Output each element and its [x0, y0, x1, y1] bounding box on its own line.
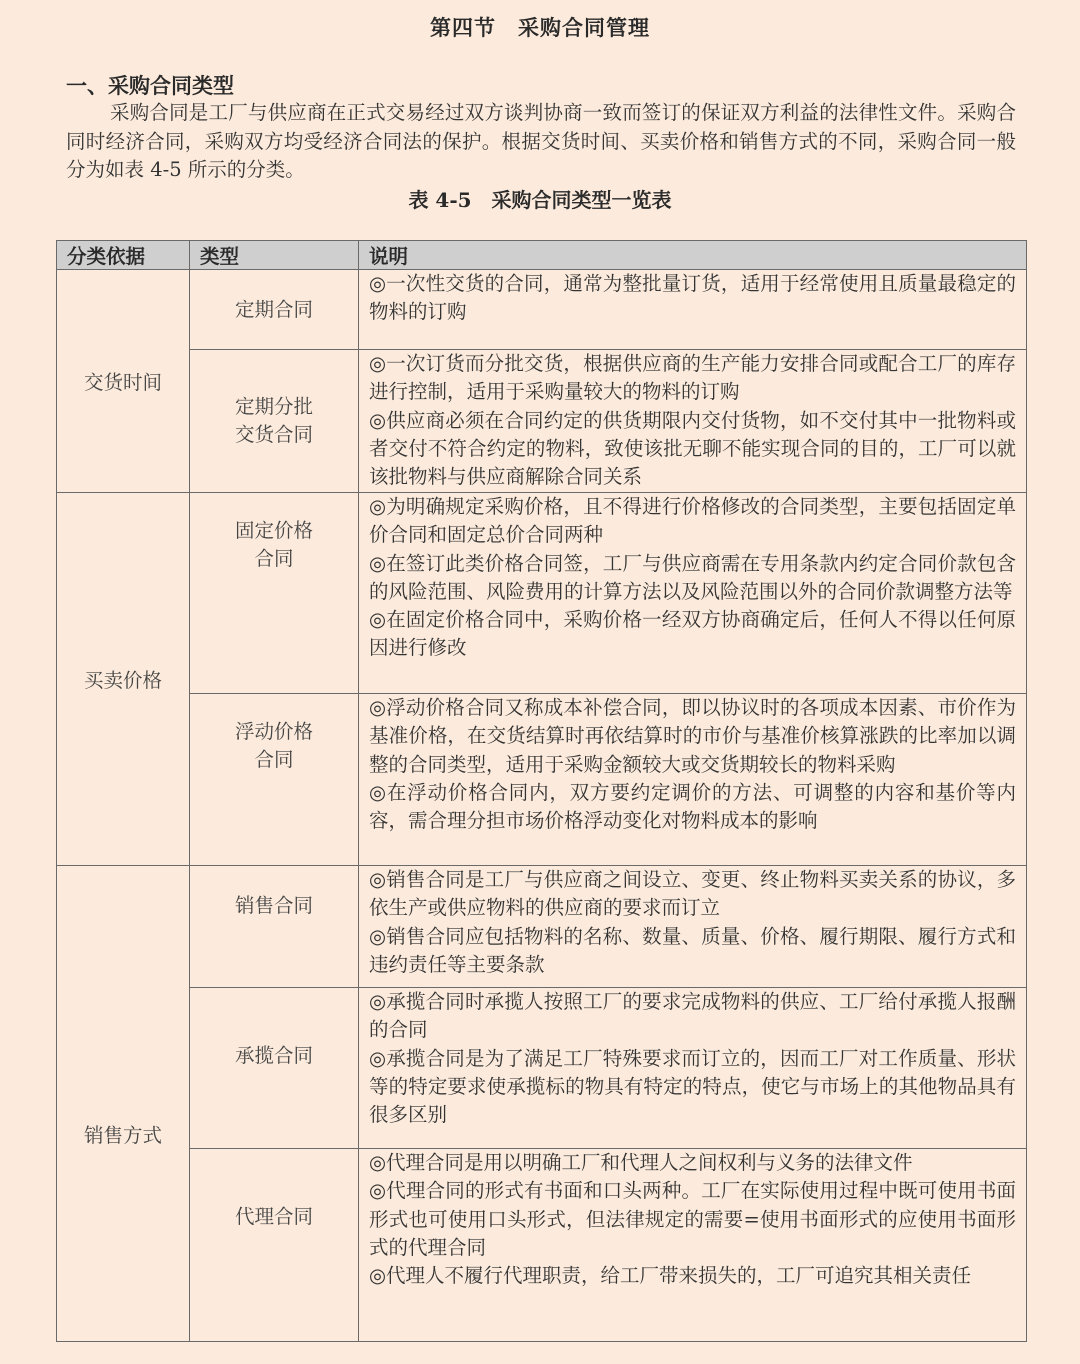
- type-cell: [190, 988, 359, 1149]
- description-item: ◎为明确规定采购价格，且不得进行价格修改的合同类型，主要包括固定单价合同和固定总价合同两种: [369, 495, 1016, 547]
- description-item: ◎供应商必须在合同约定的供货期限内交付货物，如不交付其中一批物料或者交付不符合约定的物料，致使该批无聊不能实现合同的目的，工厂可以就该批物料与供应商解除合同关系: [369, 408, 1016, 489]
- description-cell: [359, 493, 1027, 694]
- basis-label: 销售方式: [83, 1123, 162, 1147]
- description-cell: [359, 1149, 1027, 1342]
- type-label: 固定价格合同: [234, 519, 313, 570]
- header-basis: 分类依据: [57, 241, 190, 270]
- description-cell: [359, 988, 1027, 1149]
- description-item: ◎在浮动价格合同内，双方要约定调价的方法、可调整的内容和基价等内容，需合理分担市场价格浮动变化对物料成本的影响: [369, 780, 1016, 833]
- header-description: 说明: [359, 241, 1027, 270]
- table-header-row: [57, 241, 1027, 270]
- table-row: [57, 493, 1027, 694]
- table-row: [57, 1149, 1027, 1342]
- table-title: 表 4-5 采购合同类型一览表: [408, 188, 672, 212]
- type-label: 代理合同: [234, 1205, 313, 1228]
- table-row: [57, 270, 1027, 350]
- description-item: ◎代理合同是用以明确工厂和代理人之间权利与义务的法律文件: [369, 1151, 913, 1174]
- description-item: ◎在签订此类价格合同签，工厂与供应商需在专用条款内约定合同价款包含的风险范围、风险费用的计算方法以及风险范围以外的合同价款调整方法等: [369, 551, 1016, 603]
- description-item: ◎浮动价格合同又称成本补偿合同，即以协议时的各项成本因素、市价作为基准价格，在交货结算时再依结算时的市价与基准价核算涨跌的比率加以调整的合同类型，适用于采购金额较大或交货期较长的物料采购: [369, 696, 1016, 776]
- description-item: ◎代理合同的形式有书面和口头两种。工厂在实际使用过程中既可使用书面形式也可使用口头形式，但法律规定的需要=使用书面形式的应使用书面形式的代理合同: [369, 1179, 1016, 1259]
- type-cell: [190, 350, 359, 493]
- basis-delivery-time: 交货时间: [57, 270, 190, 493]
- type-cell: 定期合同: [190, 270, 359, 350]
- type-label: 承揽合同: [234, 1044, 313, 1067]
- description-item: ◎承揽合同时承揽人按照工厂的要求完成物料的供应、工厂给付承揽人报酬的合同: [369, 990, 1016, 1042]
- basis-trade-price: 买卖价格: [57, 493, 190, 866]
- description-item: ◎一次性交货的合同，通常为整批量订货，适用于经常使用且质量最稳定的物料的订购: [369, 272, 1016, 324]
- type-cell: [190, 866, 359, 988]
- page-title: 第四节 采购合同管理: [430, 15, 650, 40]
- table-row: [57, 866, 1027, 988]
- type-cell: [190, 493, 359, 694]
- basis-sales-method: [57, 866, 190, 1342]
- type-label: 销售合同: [234, 894, 313, 917]
- type-cell: [190, 1149, 359, 1342]
- table-row: [57, 988, 1027, 1149]
- type-cell: [190, 694, 359, 866]
- description-cell: [359, 270, 1027, 350]
- description-item: ◎在固定价格合同中，采购价格一经双方协商确定后，任何人不得以任何原因进行修改: [369, 608, 1016, 660]
- description-cell: [359, 866, 1027, 988]
- description-item: ◎承揽合同是为了满足工厂特殊要求而订立的，因而工厂对工作质量、形状等的特定要求使承揽标的物具有特定的特点，使它与市场上的其他物品具有很多区别: [369, 1046, 1016, 1127]
- contract-types-table: [56, 240, 1027, 1342]
- description-item: ◎一次订货而分批交货，根据供应商的生产能力安排合同或配合工厂的库存进行控制，适用于采购量较大的物料的订购: [369, 352, 1016, 404]
- intro-paragraph: 采购合同是工厂与供应商在正式交易经过双方谈判协商一致而签订的保证双方利益的法律性文件。采购合同时经济合同，采购双方均受经济合同法的保护。根据交货时间、买卖价格和销售方式的不同，采购合同一般分为如表 4-5 所示的分类。: [66, 101, 1016, 181]
- type-label: 浮动价格合同: [234, 720, 313, 771]
- table-row: [57, 694, 1027, 866]
- description-cell: [359, 694, 1027, 866]
- description-cell: [359, 350, 1027, 493]
- section-heading: 一、采购合同类型: [66, 73, 234, 98]
- description-item: ◎销售合同是工厂与供应商之间设立、变更、终止物料买卖关系的协议，多依生产或供应物料的供应商的要求而订立: [369, 868, 1016, 920]
- description-item: ◎代理人不履行代理职责，给工厂带来损失的，工厂可追究其相关责任: [369, 1264, 972, 1288]
- type-label: 定期分批交货合同: [234, 395, 313, 446]
- table-row: [57, 350, 1027, 493]
- header-type: 类型: [190, 241, 359, 270]
- description-item: ◎销售合同应包括物料的名称、数量、质量、价格、履行期限、履行方式和违约责任等主要条款: [369, 924, 1016, 976]
